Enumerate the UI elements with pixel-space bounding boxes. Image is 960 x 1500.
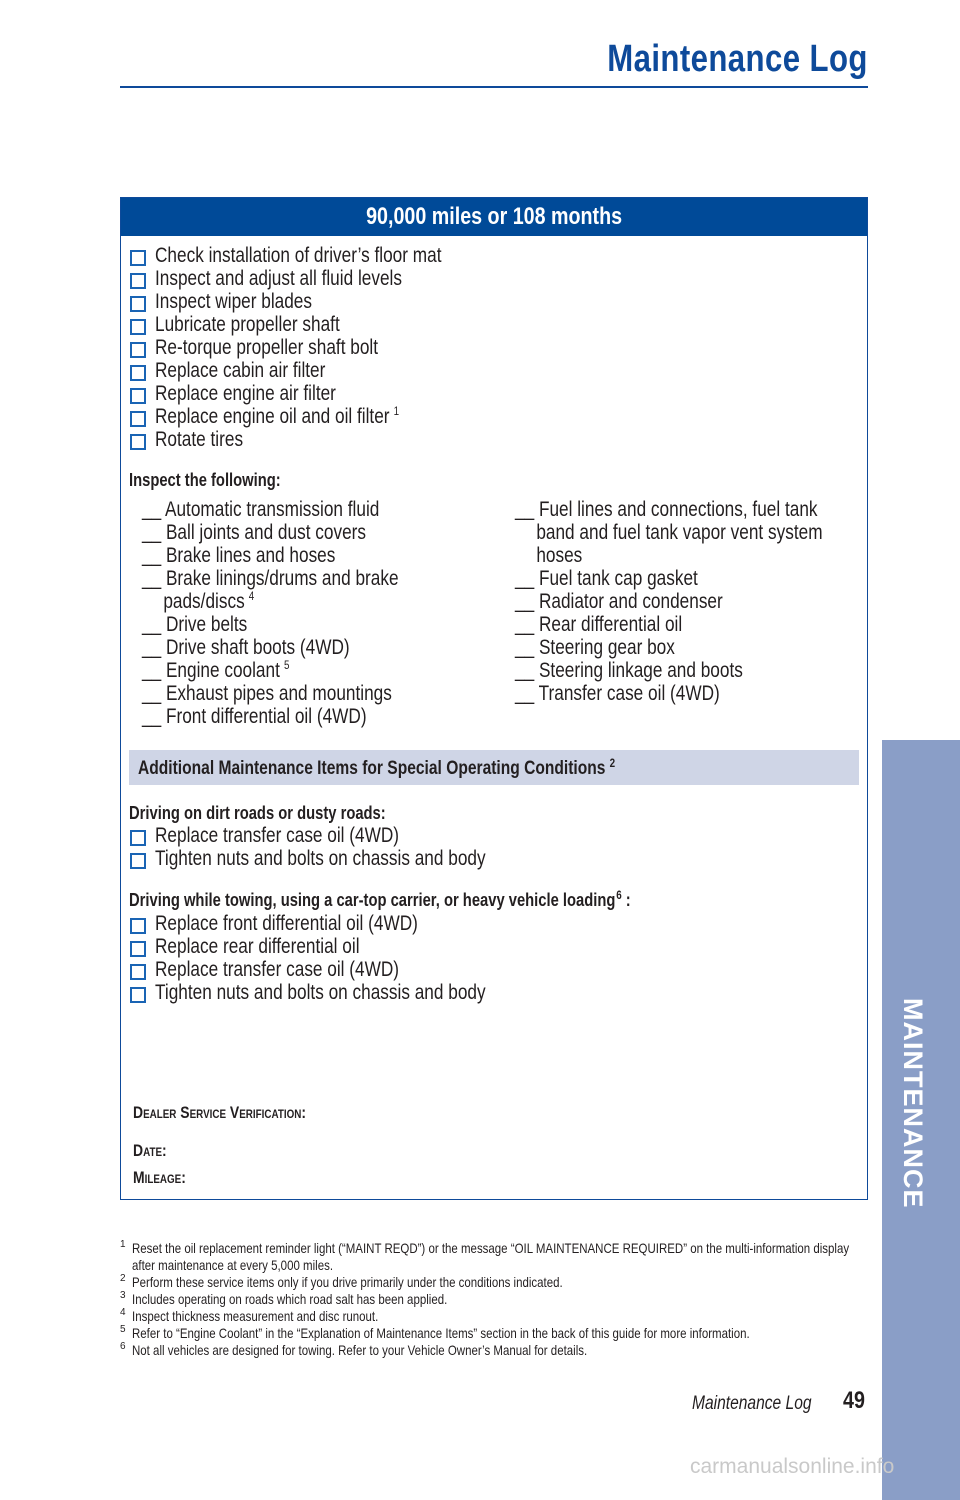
inspect-left-column [142, 498, 455, 728]
additional-items-title: Additional Maintenance Items for Special Operating Conditions $^2$ [138, 755, 616, 779]
footnote-ref: 5 [283, 658, 290, 672]
check-item[interactable]: Rotate tires [129, 428, 504, 451]
checkbox-icon[interactable] [130, 941, 146, 957]
footnote-ref: 1 [393, 404, 400, 418]
check-item[interactable]: Replace engine oil and oil filter $^1$ [129, 405, 504, 428]
footnote-ref: 4 [248, 589, 255, 603]
inspect-item: __ Brake lines and hoses [142, 544, 336, 567]
check-item[interactable]: Replace engine air filter [129, 382, 504, 405]
footnote: 1 Reset the oil replacement reminder light (“MAINT REQD”) or the message “OIL MAINTENANCE REQUIRED” on the multi-information display after maintenance at every 5,000 miles. [120, 1239, 850, 1273]
towing-list [129, 912, 558, 1004]
inspect-item: hoses [536, 544, 583, 567]
checkbox-icon[interactable] [130, 296, 146, 312]
checkbox-icon[interactable] [130, 987, 146, 1003]
inspect-item: __ Automatic transmission fluid [142, 498, 380, 521]
footnote: 5 Refer to “Engine Coolant” in the “Explanation of Maintenance Items” section in the back of this guide for more information. [120, 1324, 750, 1341]
check-item[interactable]: Replace front differential oil (4WD) [129, 912, 558, 935]
inspect-item: __ Exhaust pipes and mountings [142, 682, 392, 705]
interval-title: 90,000 miles or 108 months [366, 203, 622, 230]
inspect-right-column [515, 498, 890, 705]
inspect-item: band and fuel tank vapor vent system [536, 521, 823, 544]
checkbox-icon[interactable] [130, 250, 146, 266]
box-header [121, 198, 867, 236]
date-label: Date: [133, 1141, 167, 1160]
dirt-roads-heading: Driving on dirt roads or dusty roads: [129, 803, 386, 823]
check-item[interactable]: Inspect wiper blades [129, 290, 504, 313]
footnote-ref: 2 [609, 755, 616, 770]
inspect-item: __ Ball joints and dust covers [142, 521, 366, 544]
main-check-list [129, 244, 504, 451]
check-item[interactable]: Re-torque propeller shaft bolt [129, 336, 504, 359]
check-item[interactable]: Replace rear differential oil [129, 935, 558, 958]
checkbox-icon[interactable] [130, 365, 146, 381]
check-item[interactable]: Lubricate propeller shaft [129, 313, 504, 336]
checkbox-icon[interactable] [130, 342, 146, 358]
inspect-item: __ Fuel tank cap gasket [515, 567, 698, 590]
inspect-item: __ Steering linkage and boots [515, 659, 743, 682]
footnotes [120, 1240, 880, 1359]
inspect-item: __ Transfer case oil (4WD) [515, 682, 720, 705]
inspect-item: pads/discs $^4$ [163, 589, 255, 613]
check-item[interactable]: Inspect and adjust all fluid levels [129, 267, 504, 290]
footnote-ref: 6 [616, 888, 622, 902]
checkbox-icon[interactable] [130, 319, 146, 335]
additional-items-band [129, 750, 859, 785]
checkbox-icon[interactable] [130, 853, 146, 869]
inspect-item: __ Steering gear box [515, 636, 675, 659]
dealer-verification-label: Dealer Service Verification: [133, 1103, 306, 1122]
inspect-item: __ Rear differential oil [515, 613, 683, 636]
inspect-item: __ Radiator and condenser [515, 590, 723, 613]
inspect-item: __ Front differential oil (4WD) [142, 705, 367, 728]
checkbox-icon[interactable] [130, 388, 146, 404]
watermark: carmanualsonline.info [690, 1455, 895, 1478]
check-item[interactable]: Tighten nuts and bolts on chassis and body [129, 981, 558, 1004]
inspect-heading: Inspect the following: [129, 470, 281, 490]
inspect-item: __ Fuel lines and connections, fuel tank [515, 498, 818, 521]
checkbox-icon[interactable] [130, 411, 146, 427]
footer-section-label: Maintenance Log [692, 1393, 812, 1414]
check-item[interactable]: Replace transfer case oil (4WD) [129, 958, 558, 981]
footnote: 2 Perform these service items only if you drive primarily under the conditions indicated. [120, 1273, 563, 1290]
checkbox-icon[interactable] [130, 273, 146, 289]
service-interval-box [120, 197, 868, 1200]
header-rule [120, 86, 868, 88]
check-item[interactable]: Replace cabin air filter [129, 359, 504, 382]
inspect-item: __ Brake linings/drums and brake [142, 567, 399, 590]
page-number: 49 [843, 1387, 865, 1414]
checkbox-icon[interactable] [130, 830, 146, 846]
checkbox-icon[interactable] [130, 918, 146, 934]
footnote: 6 Not all vehicles are designed for towing. Refer to your Vehicle Owner’s Manual for details. [120, 1341, 588, 1358]
check-item[interactable]: Replace transfer case oil (4WD) [129, 824, 558, 847]
check-item[interactable]: Check installation of driver’s floor mat [129, 244, 504, 267]
check-item[interactable]: Tighten nuts and bolts on chassis and body [129, 847, 558, 870]
inspect-item: __ Engine coolant $^5$ [142, 658, 290, 682]
footnote: 4 Inspect thickness measurement and disc runout. [120, 1307, 379, 1324]
inspect-item: __ Drive belts [142, 613, 248, 636]
inspect-item: __ Drive shaft boots (4WD) [142, 636, 350, 659]
footnote: 3 Includes operating on roads which road salt has been applied. [120, 1290, 448, 1307]
mileage-label: Mileage: [133, 1168, 186, 1187]
side-tab-label: MAINTENANCE [898, 998, 928, 1209]
page-title: Maintenance Log [607, 38, 868, 80]
checkbox-icon[interactable] [130, 434, 146, 450]
towing-heading: Driving while towing, using a car-top carrier, or heavy vehicle loading$^6$ : [129, 888, 631, 910]
checkbox-icon[interactable] [130, 964, 146, 980]
dirt-roads-list [129, 824, 558, 870]
